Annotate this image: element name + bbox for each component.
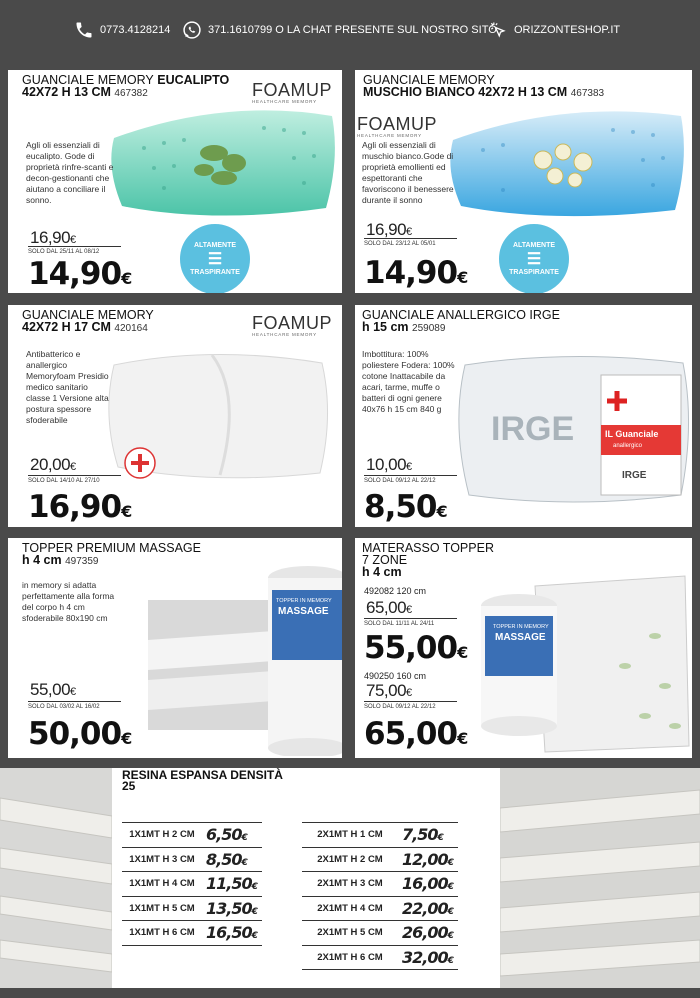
old-price: 55,00€	[30, 680, 76, 699]
foamup-logo: FOAMUP HEALTHCARE MEMORY	[252, 313, 333, 337]
price-currency: €	[447, 882, 453, 893]
price-cell	[398, 850, 454, 869]
old-price: 20,00€	[30, 455, 76, 474]
variant-code-160: 490250 160 cm	[364, 671, 427, 681]
old-price: 16,90€	[366, 220, 412, 239]
price-row	[122, 823, 262, 848]
price-table-2x1	[302, 822, 458, 970]
product-title: GUANCIALE MEMORY EUCALIPTO 42X72 H 13 CM 467382	[22, 73, 230, 99]
size-cell: 2X1MT H 2 CM	[317, 853, 383, 865]
phone-icon	[74, 20, 94, 40]
price-cell	[398, 899, 454, 918]
resina-section	[0, 768, 700, 988]
product-description: Agli oli essenziali di eucalipto. Gode di proprietà rinfre-scanti e decon-gestionanti che aiutano a conciliare il sonno.	[26, 140, 114, 205]
whatsapp-number: 371.1610799 O LA CHAT PRESENTE SUL NOSTRO SITO	[208, 24, 497, 36]
price-currency: €	[241, 857, 247, 868]
roll-label: TOPPER IN MEMORY	[493, 624, 549, 630]
cursor-click-icon	[488, 20, 508, 40]
pillow-image	[104, 98, 340, 218]
contact-bar	[0, 0, 700, 62]
new-price: 14,90€	[364, 255, 468, 291]
price-row	[122, 897, 262, 922]
price-cell	[202, 825, 258, 844]
price-value: 7,50	[402, 825, 438, 845]
package-brand: IRGE	[622, 470, 647, 481]
new-price: 50,00€	[28, 716, 132, 752]
variant-160-old-price: 75,00€	[366, 681, 412, 700]
product-card-eucalipto[interactable]	[8, 70, 342, 293]
package-sublabel: anallergico	[613, 443, 643, 449]
phone-number: 0773.4128214	[100, 24, 171, 36]
price-row	[122, 848, 262, 873]
price-cell	[398, 825, 454, 844]
price-value: 22,00	[402, 898, 448, 918]
product-description: Imbottitura: 100% poliestere Fodera: 100% cotone Inattacabile da acari, tarme, muffe o batteri di ogni genere 40x76 h 15 cm 840 g	[362, 349, 455, 414]
phone-contact[interactable]	[74, 20, 170, 40]
price-value: 11,50	[206, 874, 252, 894]
product-description: Antibatterico e anallergico Memoryfoam Presidio medico sanitario classe 1 Versione alta postura spessore sfoderabile	[26, 349, 109, 425]
new-price: 14,90€	[28, 256, 132, 292]
website-link[interactable]	[488, 20, 620, 40]
product-title: MATERASSO TOPPER 7 ZONE h 4 cm	[362, 541, 494, 579]
validity-text: SOLO DAL 09/12 AL 22/12	[364, 475, 457, 484]
price-value: 12,00	[402, 849, 448, 869]
product-card-memory-17[interactable]	[8, 305, 342, 527]
price-cell	[398, 874, 454, 893]
package-label: IL Guanciale	[605, 429, 659, 439]
product-description: in memory si adatta perfettamente alla forma del corpo h 4 cm sfoderabile 80x190 cm	[22, 580, 115, 623]
price-cell	[398, 923, 454, 942]
price-value: 6,50	[206, 825, 242, 845]
price-value: 16,50	[206, 923, 252, 943]
validity-text: SOLO DAL 25/11 AL 08/12	[28, 246, 121, 255]
new-price: 16,90€	[28, 489, 132, 525]
price-row	[302, 823, 458, 848]
old-price: 10,00€	[366, 455, 412, 474]
topper-roll-image	[148, 560, 342, 756]
roll-brand: MASSAGE	[495, 632, 546, 643]
price-value: 32,00	[402, 947, 448, 967]
price-cell	[202, 850, 258, 869]
validity-text: SOLO DAL 14/10 AL 27/10	[28, 475, 121, 484]
product-title: GUANCIALE MEMORY MUSCHIO BIANCO 42X72 H 13 CM 467383	[363, 73, 605, 99]
website-url: ORIZZONTESHOP.IT	[514, 24, 621, 36]
price-row	[122, 921, 262, 946]
price-row	[122, 872, 262, 897]
price-currency: €	[251, 882, 257, 893]
product-description: Agli oli essenziali di muschio bianco.Gode di proprietà emollienti ed espettoranti che favoriscono il benessere durante il sonno	[362, 140, 454, 205]
size-cell: 2X1MT H 4 CM	[317, 902, 383, 914]
foam-sheets-image-right	[500, 768, 700, 988]
variant-160-new-price: 65,00€	[364, 716, 468, 752]
price-cell	[202, 899, 258, 918]
validity-text: SOLO DAL 23/12 AL 05/01	[364, 238, 457, 247]
price-table-1x1	[122, 822, 262, 946]
price-row	[302, 897, 458, 922]
price-currency: €	[447, 857, 453, 868]
size-cell: 1X1MT H 2 CM	[129, 829, 195, 841]
price-cell	[202, 874, 258, 893]
topper-mattress-image	[475, 566, 691, 756]
price-row	[302, 921, 458, 946]
price-currency: €	[447, 931, 453, 942]
product-title: TOPPER PREMIUM MASSAGE h 4 cm 497359	[22, 541, 201, 567]
new-price: 8,50€	[364, 489, 447, 525]
size-cell: 1X1MT H 4 CM	[129, 878, 195, 890]
whatsapp-contact[interactable]	[182, 20, 497, 40]
product-card-materasso-topper[interactable]	[355, 538, 692, 758]
variant-code-120: 492082 120 cm	[364, 586, 427, 596]
breathable-badge: ALTAMENTE ☰ TRASPIRANTE	[178, 222, 252, 293]
size-cell: 2X1MT H 5 CM	[317, 927, 383, 939]
whatsapp-icon	[182, 20, 202, 40]
price-currency: €	[447, 955, 453, 966]
price-row	[302, 848, 458, 873]
product-card-irge[interactable]	[355, 305, 692, 527]
price-value: 26,00	[402, 923, 448, 943]
resina-title: RESINA ESPANSA DENSITÀ 25	[122, 768, 283, 793]
foamup-logo: FOAMUP HEALTHCARE MEMORY	[357, 114, 438, 138]
product-card-muschio[interactable]	[355, 70, 692, 293]
price-cell	[398, 948, 454, 967]
price-value: 16,00	[402, 874, 448, 894]
product-title: GUANCIALE ANALLERGICO IRGE h 15 cm 259089	[362, 308, 560, 334]
roll-label: TOPPER IN MEMORY	[276, 598, 332, 604]
roll-brand: MASSAGE	[278, 606, 329, 617]
variant-120-new-price: 55,00€	[364, 630, 468, 666]
product-title: GUANCIALE MEMORY 42X72 H 17 CM 420164	[22, 308, 154, 334]
variant-120-old-price: 65,00€	[366, 598, 412, 617]
old-price: 16,90€	[30, 228, 76, 247]
size-cell: 2X1MT H 6 CM	[317, 951, 383, 963]
size-cell: 1X1MT H 5 CM	[129, 902, 195, 914]
price-currency: €	[447, 906, 453, 917]
price-currency: €	[251, 931, 257, 942]
size-cell: 2X1MT H 1 CM	[317, 829, 383, 841]
size-cell: 1X1MT H 6 CM	[129, 927, 195, 939]
pillow-image	[102, 335, 332, 485]
foamup-logo: FOAMUP HEALTHCARE MEMORY	[252, 80, 333, 104]
price-value: 13,50	[206, 898, 252, 918]
price-row	[302, 872, 458, 897]
price-value: 8,50	[206, 849, 242, 869]
price-currency: €	[241, 833, 247, 844]
price-currency: €	[437, 833, 443, 844]
price-row	[302, 946, 458, 971]
size-cell: 2X1MT H 3 CM	[317, 878, 383, 890]
breathable-badge: ALTAMENTE ☰ TRASPIRANTE	[497, 222, 571, 293]
price-currency: €	[251, 906, 257, 917]
pillow-image	[443, 100, 689, 218]
pillow-package-image	[451, 345, 691, 510]
price-cell	[202, 923, 258, 942]
product-card-topper-premium[interactable]	[8, 538, 342, 758]
variant-120-validity: SOLO DAL 11/11 AL 24/11	[364, 618, 457, 627]
variant-160-validity: SOLO DAL 09/12 AL 22/12	[364, 701, 457, 710]
validity-text: SOLO DAL 03/02 AL 16/02	[28, 701, 121, 710]
size-cell: 1X1MT H 3 CM	[129, 853, 195, 865]
svg-text:IRGE: IRGE	[491, 410, 575, 448]
foam-sheets-image-left	[0, 768, 112, 988]
